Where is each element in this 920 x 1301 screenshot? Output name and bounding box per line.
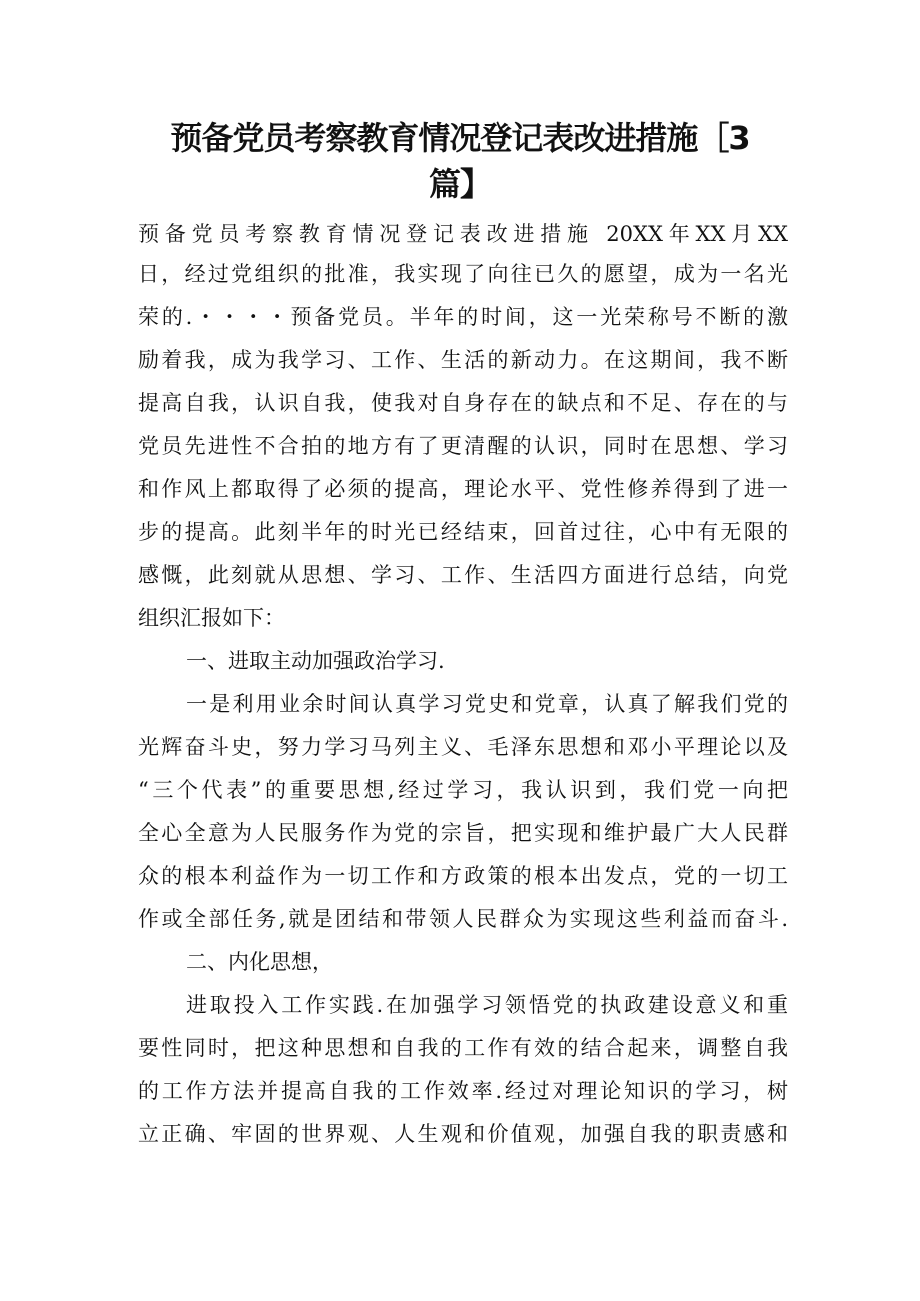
body-text-line: 立正确、牢固的世界观、人生观和价值观，加强自我的职责感和 <box>138 1122 788 1146</box>
body-text-line: “三个代表”的重要思想,经过学习，我认识到，我们党一向把 <box>138 778 788 802</box>
body-text-line: 的工作方法并提高自我的工作效率.经过对理论知识的学习，树 <box>138 1079 788 1103</box>
body-text-line: 组织汇报如下： <box>138 606 285 630</box>
body-text-line: 和作风上都取得了必须的提高，理论水平、党性修养得到了进一 <box>138 477 788 501</box>
body-text-line: 一是利用业余时间认真学习党史和党章，认真了解我们党的 <box>186 692 788 716</box>
body-text-line: 感慨，此刻就从思想、学习、工作、生活四方面进行总结，向党 <box>138 563 788 587</box>
body-text-line: 众的根本利益作为一切工作和方政策的根本出发点，党的一切工 <box>138 864 788 888</box>
body-text-line: 步的提高。此刻半年的时光已经结束，回首过往，心中有无限的 <box>138 520 788 544</box>
document-title-line-1: 预备党员考察教育情况登记表改进措施［3 <box>170 119 750 157</box>
body-text-line: 要性同时，把这种思想和自我的工作有效的结合起来，调整自我 <box>138 1036 788 1060</box>
body-text-line: 日，经过党组织的批准，我实现了向往已久的愿望，成为一名光 <box>138 262 788 286</box>
body-text-line: 作或全部任务,就是团结和带领人民群众为实现这些利益而奋斗. <box>138 907 788 931</box>
document-title-line-2: 篇】 <box>428 165 491 203</box>
body-text-line: 预备党员考察教育情况登记表改进措施 20XX年XX月XX <box>138 222 788 246</box>
body-text-line: 进取投入工作实践.在加强学习领悟党的执政建设意义和重 <box>186 993 788 1017</box>
body-text-line: 提高自我，认识自我，使我对自身存在的缺点和不足、存在的与 <box>138 391 788 415</box>
section-heading: 一、进取主动加强政治学习. <box>186 649 445 673</box>
body-text-line: 党员先进性不合拍的地方有了更清醒的认识，同时在思想、学习 <box>138 434 788 458</box>
section-heading: 二、内化思想， <box>186 950 333 974</box>
body-text-line: 光辉奋斗史，努力学习马列主义、毛泽东思想和邓小平理论以及 <box>138 735 788 759</box>
body-text-line: 励着我，成为我学习、工作、生活的新动力。在这期间，我不断 <box>138 348 788 372</box>
body-text-line: 全心全意为人民服务作为党的宗旨，把实现和维护最广大人民群 <box>138 821 788 845</box>
body-text-line: 荣的.・・・・预备党员。半年的时间，这一光荣称号不断的激 <box>138 305 788 329</box>
